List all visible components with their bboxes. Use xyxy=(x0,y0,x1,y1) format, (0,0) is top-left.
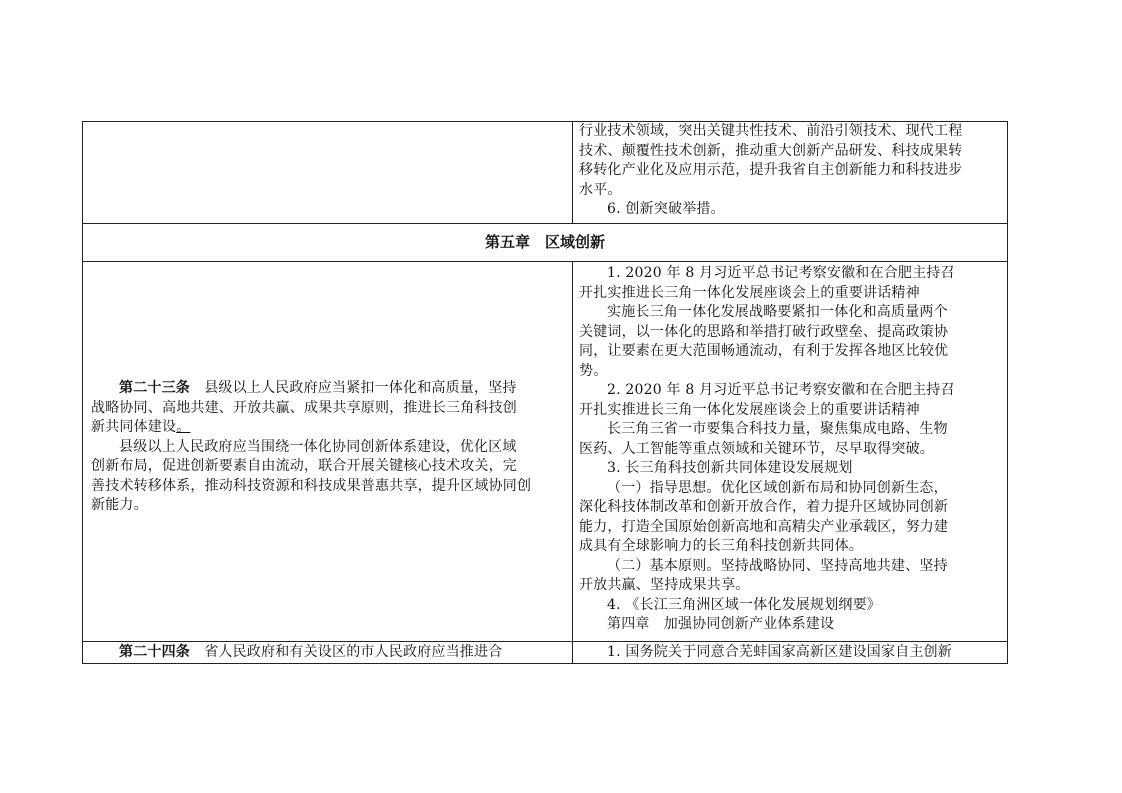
article-cell xyxy=(83,642,573,663)
reference-cell xyxy=(573,642,1007,663)
reference-line: 开放共赢、坚持成果共享。 xyxy=(579,577,750,593)
table-row xyxy=(83,122,1007,224)
article-title: 第二十三条 xyxy=(119,380,190,397)
article-paragraph-line: 县级以上人民政府应当围绕一体化协同创新体系建设，优化区域 xyxy=(119,438,517,455)
reference-line: 1. 2020 年 8 月习近平总书记考察安徽和在合肥主持召 xyxy=(607,265,955,281)
reference-line: （二）基本原则。坚持战略协同、坚持高地共建、坚持 xyxy=(607,557,948,574)
chapter-row xyxy=(83,224,1007,262)
reference-line: 移转化产业化及应用示范，提升我省自主创新能力和科技进步 xyxy=(579,162,963,178)
article-paragraph-line: 善技术转移体系，推动科技资源和科技成果普惠共享，提升区域协同创 xyxy=(91,477,532,494)
reference-line: 势。 xyxy=(579,362,608,379)
reference-line: 成具有全球影响力的长三角科技创新共同体。 xyxy=(579,538,863,554)
article-paragraph-line: 第二十四条 省人民政府和有关设区的市人民政府应当推进合 xyxy=(119,644,503,660)
article-paragraph-line: 创新布局，促进创新要素自由流动，联合开展关键核心技术攻关，完 xyxy=(91,458,517,475)
reference-line: 1. 国务院关于同意合芜蚌国家高新区建设国家自主创新 xyxy=(607,644,953,660)
reference-line: 开扎实推进长三角一体化发展座谈会上的重要讲话精神 xyxy=(579,401,920,418)
reference-line: 长三角三省一市要集合科技力量，聚焦集成电路、生物 xyxy=(607,421,948,437)
chapter-heading: 第五章 区域创新 xyxy=(484,233,605,251)
reference-line: 行业技术领域，突出关键共性技术、前沿引领技术、现代工程 xyxy=(579,123,963,139)
reference-line: 技术、颠覆性技术创新，推动重大创新产品研发、科技成果转 xyxy=(579,142,963,159)
article-paragraph-line: 战略协同、高地共建、开放共赢、成果共享原则，推进长三角科技创 xyxy=(91,399,517,416)
reference-line: 水平。 xyxy=(579,181,622,198)
reference-line: 3. 长三角科技创新共同体建设发展规划 xyxy=(607,460,853,476)
reference-line: 关键词，以一体化的思路和举措打破行政壁垒、提高政策协 xyxy=(579,323,949,340)
reference-cell xyxy=(573,262,1007,641)
table-row xyxy=(83,262,1007,642)
article-paragraph-line: 新能力。 xyxy=(91,497,148,514)
reference-cell xyxy=(573,122,1007,223)
reference-line: 开扎实推进长三角一体化发展座谈会上的重要讲话精神 xyxy=(579,284,920,301)
article-paragraph-line: 新共同体建设。 xyxy=(91,419,191,436)
article-cell xyxy=(83,262,573,641)
reference-line: 能力，打造全国原始创新高地和高精尖产业承载区，努力建 xyxy=(579,518,949,535)
reference-line: 实施长三角一体化发展战略要紧扣一体化和高质量两个 xyxy=(607,304,948,320)
reference-line: 医药、人工智能等重点领域和关键环节，尽早取得突破。 xyxy=(579,440,934,457)
table-row xyxy=(83,642,1007,664)
reference-line: 4. 《长江三角洲区域一体化发展规划纲要》 xyxy=(607,596,882,613)
reference-line: （一）指导思想。优化区域创新布局和协同创新生态， xyxy=(607,479,948,496)
reference-line: 6. 创新突破举措。 xyxy=(607,201,725,217)
article-title: 第二十四条 xyxy=(119,644,190,660)
article-cell xyxy=(83,122,573,223)
article-paragraph-line: 第二十三条 县级以上人民政府应当紧扣一体化和高质量，坚持 xyxy=(119,380,517,397)
reference-line: 深化科技体制改革和创新开放合作，着力提升区域协同创新 xyxy=(579,499,949,515)
reference-line: 同，让要素在更大范围畅通流动，有利于发挥各地区比较优 xyxy=(579,343,949,359)
reference-line: 第四章 加强协同创新产业体系建设 xyxy=(607,616,835,632)
regulation-comparison-table xyxy=(82,121,1008,664)
reference-line: 2. 2020 年 8 月习近平总书记考察安徽和在合肥主持召 xyxy=(607,382,955,398)
